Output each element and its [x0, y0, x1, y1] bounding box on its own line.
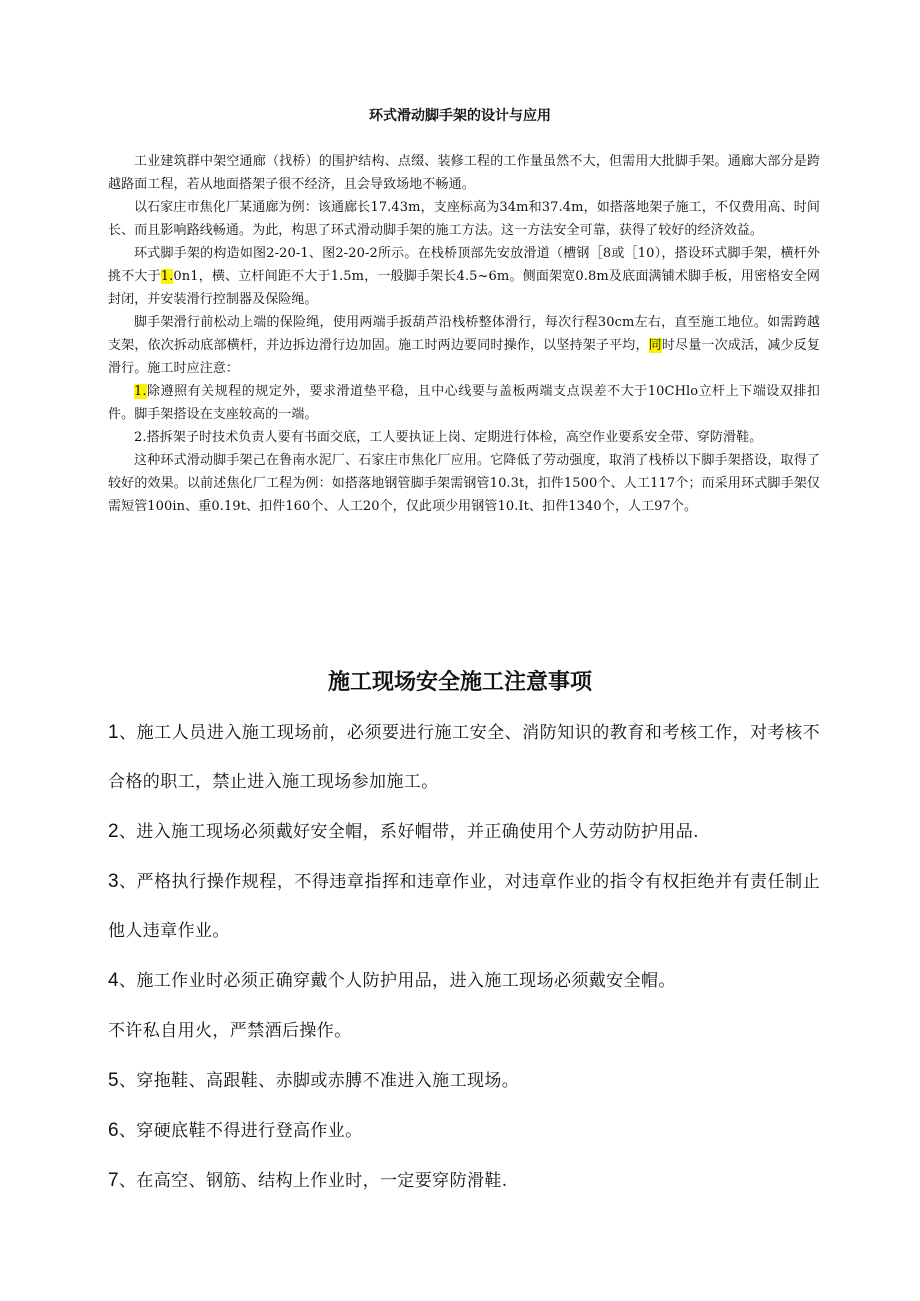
- safety-item-text: 、穿拖鞋、高跟鞋、赤脚或赤膊不准进入施工现场。: [118, 1071, 520, 1091]
- safety-item-text: 、在高空、钢筋、结构上作业时，一定要穿防滑鞋.: [118, 1171, 508, 1191]
- safety-item-number: 1: [108, 722, 119, 743]
- safety-item-continuation: [108, 1006, 820, 1056]
- safety-item-number: 6: [108, 1120, 119, 1141]
- article-paragraph-1: 工业建筑群中架空通廊（找桥）的围护结构、点缀、装修工程的工作量虽然不大，但需用大批脚手架。通廊大部分是跨越路面工程，若从地面搭架子很不经济，且会导致场地不畅通。: [108, 154, 820, 192]
- safety-item-number: 4: [108, 970, 119, 991]
- article-paragraph-5: [108, 380, 820, 426]
- safety-item: [108, 857, 820, 956]
- paragraph-4-text-a: 脚手架滑行前松动上端的保险绳，使用两端手扳葫芦沿栈桥整体滑行，每次行程30cm左右，直至施工地位。如需跨越支架，依次拆动底部横杆，并边拆边滑行边加固。施工时两边要同时操作，以坚持架子平均，: [108, 315, 820, 353]
- paragraph-3-text-b: 0n1，横、立杆间距不大于1.5m，一般脚手架长4.5~6m。侧面架宽0.8m及底面满铺术脚手板，用密格安全网封闭，并安装滑行控制器及保险绳。: [108, 269, 820, 307]
- highlight-mark: 同: [648, 338, 662, 353]
- safety-item: [108, 708, 820, 807]
- highlight-mark: 1.: [134, 384, 147, 399]
- safety-item-text: 、施工作业时必须正确穿戴个人防护用品，进入施工现场必须戴安全帽。: [118, 971, 676, 991]
- safety-item: [108, 1056, 820, 1106]
- article-paragraph-6: 2.搭拆架子时技术负责人要有书面交底，工人要执证上岗、定期进行体检，高空作业要系安全带、穿防滑鞋。: [134, 430, 763, 445]
- safety-item-number: 7: [108, 1170, 119, 1191]
- article-paragraph-7: 这种环式滑动脚手架己在鲁南水泥厂、石家庄市焦化厂应用。它降低了劳动强度，取消了栈桥以下脚手架搭设，取得了较好的效果。以前述焦化厂工程为例：如搭落地钢管脚手架需钢管10.3t，扣件1500个、人工117个；而采用环式脚手架仅需短管100in、重0.19t、扣件160个、人工20个，仅此项少用钢管10.It、扣件1340个，人工97个。: [108, 453, 820, 514]
- highlight-mark: 1.: [160, 269, 174, 284]
- safety-item-text: 、穿硬底鞋不得进行登高作业。: [118, 1121, 363, 1141]
- safety-item-number: 5: [108, 1070, 119, 1091]
- paragraph-4-text-b: 时尽量一次成活，减少反复滑行。施工时应注意：: [108, 338, 820, 376]
- paragraph-3-text-a: 环式脚手架的构造如图2-20-1、图2-20-2所示。在栈桥顶部先安放滑道（槽钢［8或［10），搭设环式脚手架，横杆外挑不大于: [108, 246, 820, 284]
- safety-item-number: 3: [108, 871, 119, 892]
- safety-item-text: 、严格执行操作规程，不得违章指挥和违章作业，对违章作业的指令有权拒绝并有责任制止他人违章作业。: [108, 872, 820, 941]
- safety-item: [108, 956, 820, 1006]
- safety-item: [108, 1156, 820, 1206]
- safety-item-text: 、进入施工现场必须戴好安全帽，系好帽带，并正确使用个人劳动防护用品.: [118, 822, 699, 842]
- safety-list: [108, 708, 820, 1206]
- safety-item-text: 不许私自用火，严禁酒后操作。: [108, 1021, 352, 1041]
- safety-item: [108, 807, 820, 857]
- article-paragraph-2: 以石家庄市焦化厂某通廊为例：该通廊长17.43m，支座标高为34m和37.4m，如搭落地架子施工，不仅费用高、时间长、而且影响路线畅通。为此，构思了环式滑动脚手架的施工方法。这一方法安全可靠，获得了较好的经济效益。: [108, 200, 820, 238]
- paragraph-5-text: 除遵照有关规程的规定外，要求滑道垫平稳，且中心线要与盖板两端支点误差不大于10CHlo立杆上下端设双排扣件。脚手架搭设在支座较高的一端。: [108, 384, 820, 422]
- safety-item-number: 2: [108, 821, 119, 842]
- article-title: 环式滑动脚手架的设计与应用: [369, 108, 551, 124]
- safety-item-text: 、施工人员进入施工现场前，必须要进行施工安全、消防知识的教育和考核工作，对考核不合格的职工，禁止进入施工现场参加施工。: [108, 723, 820, 792]
- article-paragraph-4: [108, 311, 820, 380]
- safety-title: 施工现场安全施工注意事项: [327, 669, 592, 695]
- safety-item: [108, 1106, 820, 1156]
- article-body: [108, 150, 820, 518]
- article-paragraph-3: [108, 242, 820, 311]
